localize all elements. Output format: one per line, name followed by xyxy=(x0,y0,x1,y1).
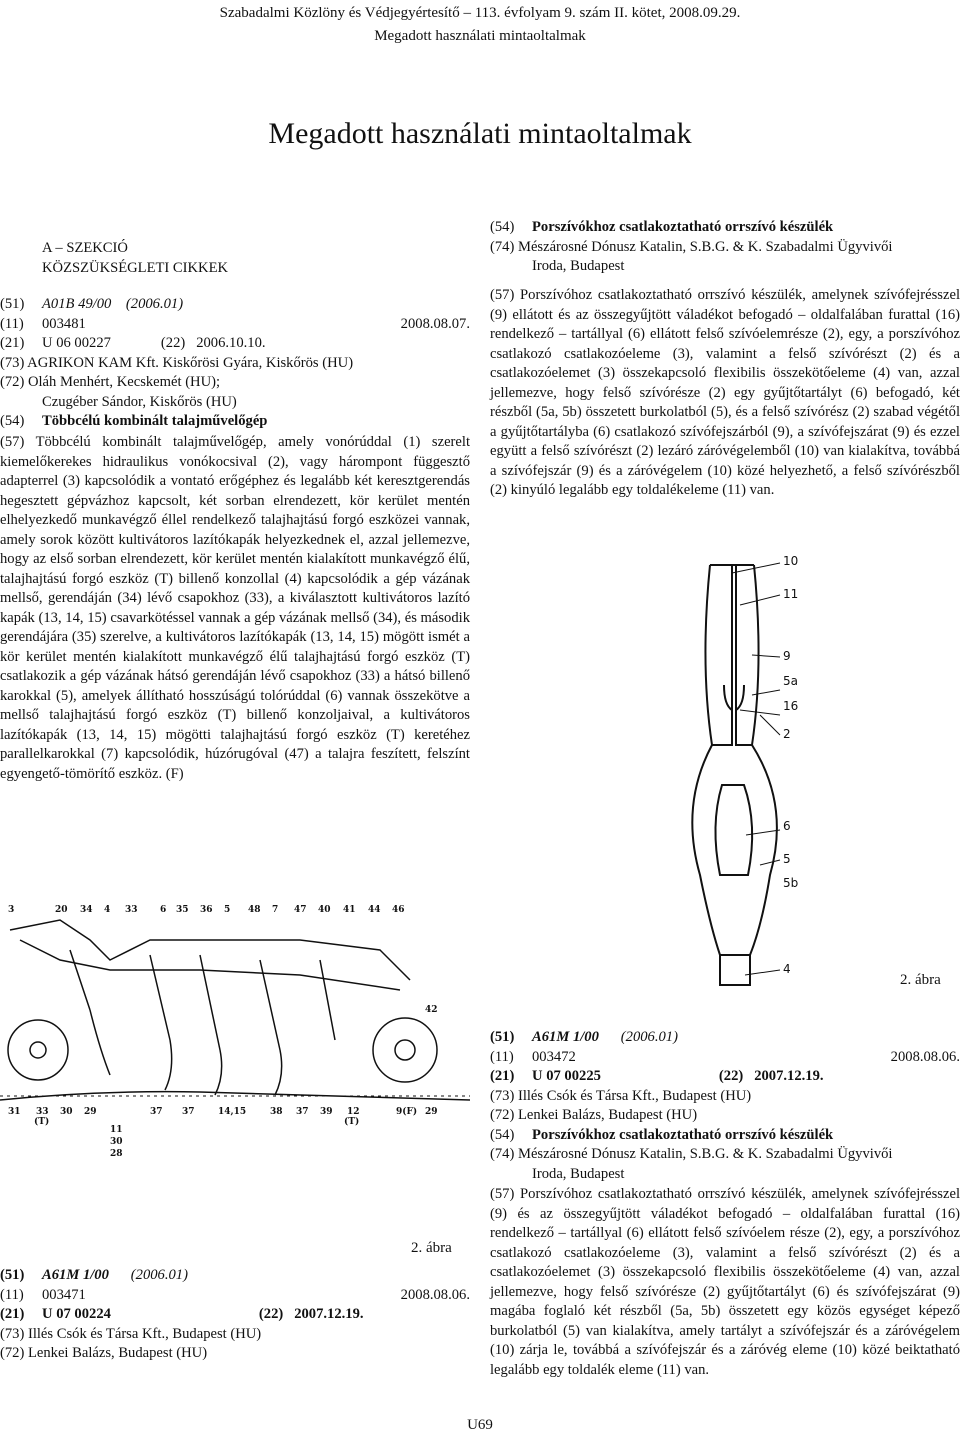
fig-label: 46 xyxy=(392,905,405,915)
field-72-cont: Czugéber Sándor, Kiskőrös (HU) xyxy=(42,393,237,410)
field-54: (54) Porszívókhoz csatlakoztatható orrszívó készülék xyxy=(490,219,834,235)
fig-label: 6 xyxy=(160,905,167,915)
vacuum-device-figure xyxy=(640,545,870,995)
fig-label: 29 xyxy=(84,1107,97,1117)
field-74-cont: Iroda, Budapest xyxy=(532,258,625,274)
fig-label: 14,15 xyxy=(218,1107,247,1117)
field-73: (73) Illés Csók és Társa Kft., Budapest (HU) xyxy=(490,1087,752,1104)
page-number: U69 xyxy=(467,1417,493,1433)
running-header: Szabadalmi Közlöny és Védjegyértesítő – 113. évfolyam 9. szám II. kötet, 2008.09.29. xyxy=(219,5,741,21)
fig-label: (T) xyxy=(344,1117,360,1127)
fig-label: (T) xyxy=(34,1117,50,1127)
fig-label: 36 xyxy=(200,905,213,915)
fig-label: 3 xyxy=(8,905,15,915)
fig-label: 41 xyxy=(343,905,356,915)
field-21-22: (21) U 07 00225 (22) 2007.12.19. xyxy=(490,1068,824,1084)
fig-label: 28 xyxy=(110,1149,123,1159)
fig-label: 29 xyxy=(425,1107,438,1117)
fig-label: 34 xyxy=(80,905,93,915)
fig-label: 5 xyxy=(224,905,231,915)
fig-label: 5a xyxy=(783,674,798,688)
left-abstract: (57) Többcélú kombinált talajművelőgép, amely vonórúddal (1) szerelt kiemelőkerekes hidraulikus vonókocsival (2), vagy hárompont függesztő adapterrel (3) kapcsolódik a vontató erőgéphez és legalább két keresztgerendás hegesztett gépvázhoz kapcsolt, két sorban elrendezett, kör kerület mentén elhelyezkedő munkavégző éllel rendelkező talajhajtású forgó eszközei vannak, amely sorok között kultivátoros lazítókapák helyezkednek el, azzal jellemezve, hogy az első sorban elrendezett, kör kerület mentén kialakított munkavégző élű, talajhajtású forgó eszköz (T) billenő konzollal (4) kapcsolódik a gép vázának mellső, gerendáján (34) lévő csapokhoz (33), a kiválasztott kultivátoros lazító kapák (13, 14, 15) csavarkötéssel vannak a gép vázának mellső (34), és második gerendájára (35) szerelve, a kultivátoros lazítókapák (13, 14, 15) mögött ismét a kör kerület mentén kialakított munkavégző élű talajhajtású forgó eszköz (T) csatlakozik a gép vázának hátsó gerendáján lévő csapokhoz (33) a hátsó billenő karokkal (5), amelyek állítható hosszúságú tolórúddal (6) vannak összekötve a mellső talajhajtású forgó eszköz (T) billenő konzoljaival, a kultivátoros lazítókapák (13, 14, 15) mögötti talajhajtású forgó eszköz (T) keretéhez parallelkarokkal (7) kapcsolódik, húzórugóval (47) a talajra feszített, felszínt egyengető-tömörítő eszköz. (F) xyxy=(0,434,470,782)
fig-label: 30 xyxy=(60,1107,73,1117)
field-11: (11) 003471 2008.08.06. xyxy=(0,1286,470,1303)
field-54: (54) Többcélú kombinált talajművelőgép xyxy=(0,413,268,429)
section-line-2: KÖZSZÜKSÉGLETI CIKKEK xyxy=(42,259,229,276)
field-21-22: (21) U 07 00224 (22) 2007.12.19. xyxy=(0,1306,364,1322)
fig-label: 37 xyxy=(150,1107,163,1117)
fig-label: 16 xyxy=(783,699,799,713)
section-line-1: A – SZEKCIÓ xyxy=(42,240,128,256)
field-72: (72) Lenkei Balázs, Budapest (HU) xyxy=(0,1345,208,1361)
fig-label: 9 xyxy=(783,649,791,663)
fig-label: 4 xyxy=(783,962,791,976)
right-abstract-1: (57) Porszívóhoz csatlakoztatható orrszívó készülék, amelynek szívófejrésszel (9) ellátott és az összegyűjtött váladékot befogadó – oldalfalában furattal (16) rendelkező – tartállyal (6) ellátott felső szívóelemrésze (2), egy, a porszívóhoz csatlakozó csatlakozóeleme (3), valamint a felső szívórészt (2) és a csatlakozóelemet (3) összekapcsoló flexibilis összekötőeleme (4) van, azzal jellemezve, hogy felső szívórésze (2) egy gyűjtőtartályt (6) befogadó, két részből (5a, 5b) összetett burkolatból (5), és a felső szívórész (2) szabad végétől a gyűjtőtartályba (6) csatlakozó szívófejszárból (9), a szívófejszárat (9) és ezzel együtt a felső szívórészt (2) lezáró záróvégelemből (10) van kialakítva, továbbá a szívófejszár (9) és a záróvégelem (10) közé helyezhető, a felső szívórészből (2) kinyúló legalább egy toldalékeleme (11) van. xyxy=(490,287,960,498)
field-73: (73) Illés Csók és Társa Kft., Budapest (HU) xyxy=(0,1325,262,1342)
fig-label: 4 xyxy=(104,905,111,915)
fig-label: 44 xyxy=(368,905,381,915)
field-74-cont: Iroda, Budapest xyxy=(532,1165,625,1182)
fig-label: 11 xyxy=(110,1125,123,1135)
fig-label: 10 xyxy=(783,554,799,568)
right-entry-2-biblio xyxy=(490,1028,960,1184)
fig-label: 9(F) xyxy=(396,1107,418,1117)
field-72: (72) Oláh Menhért, Kecskemét (HU); xyxy=(0,374,221,390)
figure-caption-machine: 2. ábra xyxy=(411,1240,452,1256)
field-54: (54) Porszívókhoz csatlakoztatható orrszívó készülék xyxy=(490,1126,834,1143)
fig-label: 37 xyxy=(296,1107,309,1117)
field-74: (74) Mészárosné Dónusz Katalin, S.B.G. & K. Szabadalmi Ügyvivői xyxy=(490,1146,893,1162)
field-72: (72) Lenkei Balázs, Budapest (HU) xyxy=(490,1107,698,1123)
fig-label: 38 xyxy=(270,1107,283,1117)
field-51: (51) A61M 1/00 (2006.01) xyxy=(0,1267,188,1283)
fig-label: 30 xyxy=(110,1137,123,1147)
fig-label: 31 xyxy=(8,1107,21,1117)
fig-label: 2 xyxy=(783,727,791,741)
figure-caption-vacuum: 2. ábra xyxy=(900,972,941,988)
fig-label: 12 xyxy=(347,1107,360,1117)
left-entry-biblio xyxy=(0,295,470,432)
fig-label: 7 xyxy=(272,905,279,915)
fig-label: 40 xyxy=(318,905,331,915)
field-73: (73) AGRIKON KAM Kft. Kiskőrösi Gyára, Kiskőrös (HU) xyxy=(0,354,354,371)
machine-figure xyxy=(0,900,470,1159)
fig-label: 39 xyxy=(320,1107,333,1117)
fig-label: 33 xyxy=(125,905,138,915)
field-11: (11) 003472 2008.08.06. xyxy=(490,1048,960,1065)
fig-label: 5 xyxy=(783,852,791,866)
field-51: (51) A01B 49/00 (2006.01) xyxy=(0,296,184,312)
field-74: (74) Mészárosné Dónusz Katalin, S.B.G. & K. Szabadalmi Ügyvivői xyxy=(490,238,893,255)
right-abstract-2: (57) Porszívóhoz csatlakoztatható orrszívó készülék, amelynek szívófejrésszel (9) és az összegyűjtött váladékot befogadó – oldalfalában furattal (16) rendelkező – tartállyal (6) ellátott felső szívóelem része (2), egy, a porszívóhoz csatlakozó csatlakozóeleme (3), valamint a felső szívórészt (2) és a csatlakozóelemet (3) összekapcsoló flexibilis összekötőeleme (4) van, azzal jellemezve, hogy felső szívórésze (2) gyűjtőtartályt (6) és szívófejszárat (9) magába foglaló két részből (5a, 5b) összetett egy közös egységet képező burkolatból (5) van kialakítva, amely tartályt a szívófejszár és a záróvégelem (10) zárja le, továbbá a szívófejszár és a záróvég eleme (10) közé beiktatható legalább egy toldalék eleme (11) van. xyxy=(490,1186,960,1378)
fig-label: 20 xyxy=(55,905,68,915)
fig-label: 11 xyxy=(783,587,799,601)
fig-label: 48 xyxy=(248,905,261,915)
field-51: (51) A61M 1/00 (2006.01) xyxy=(490,1029,678,1045)
fig-label: 6 xyxy=(783,819,791,833)
fig-label: 42 xyxy=(425,1005,438,1015)
page-title: Megadott használati mintaoltalmak xyxy=(268,117,692,150)
field-11: (11) 003481 2008.08.07. xyxy=(0,315,470,332)
fig-label: 35 xyxy=(176,905,189,915)
fig-label: 5b xyxy=(783,876,799,890)
fig-label: 33 xyxy=(36,1107,49,1117)
field-21-22: (21) U 06 00227 (22) 2006.10.10. xyxy=(0,335,266,351)
right-entry-1-biblio xyxy=(490,218,960,277)
fig-label: 37 xyxy=(182,1107,195,1117)
fig-label: 47 xyxy=(294,905,307,915)
left-entry-2-biblio xyxy=(0,1266,470,1364)
running-subheader: Megadott használati mintaoltalmak xyxy=(374,28,586,44)
left-column xyxy=(42,239,468,278)
